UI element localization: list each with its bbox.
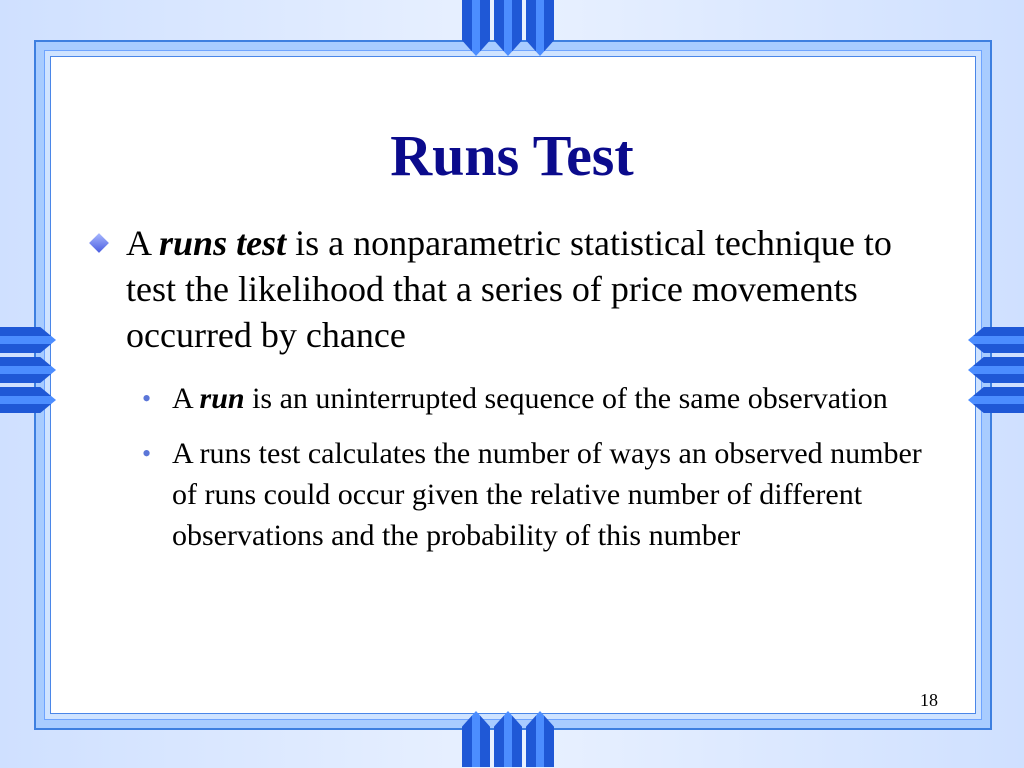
ribbon-icon [0,327,56,353]
ribbon-icon [526,0,554,56]
main-bullet [92,220,922,358]
slide-title: Runs Test [390,123,634,188]
ribbon-icon [526,711,554,767]
sub-bullet-prefix: A [172,382,200,415]
ribbon-icon [0,357,56,383]
main-bullet-text [126,220,922,358]
ribbon-icon [462,711,490,767]
page-number: 18 [920,690,938,710]
dot-bullet-icon: • [142,384,152,413]
sub-bullet-item [138,433,938,556]
ribbon-icon [494,0,522,56]
bottom-ribbon-decoration [462,711,554,767]
main-bullet-prefix: A [126,223,160,263]
ribbon-icon [494,711,522,767]
main-bullet-suffix: is a nonparametric statistical technique to test the likelihood that a series of price movements occurred by chance [126,223,892,355]
dot-bullet-icon: • [142,439,152,468]
ribbon-icon [968,327,1024,353]
sub-bullet-emphasis: run [199,382,245,415]
sub-bullet-item [138,378,938,419]
main-bullet-emphasis: runs test [159,223,287,263]
top-ribbon-decoration [462,0,554,56]
sub-bullet-list [138,378,938,570]
ribbon-icon [968,387,1024,413]
sub-bullet-suffix: is an uninterrupted sequence of the same observation [244,382,888,415]
left-ribbon-decoration [0,327,56,413]
sub-bullet-text: A runs test calculates the number of ways an observed number of runs could occur given the relative number of different observations and the probability of this number [172,437,922,552]
diamond-bullet-icon [89,233,109,253]
ribbon-icon [0,387,56,413]
ribbon-icon [968,357,1024,383]
ribbon-icon [462,0,490,56]
right-ribbon-decoration [968,327,1024,413]
